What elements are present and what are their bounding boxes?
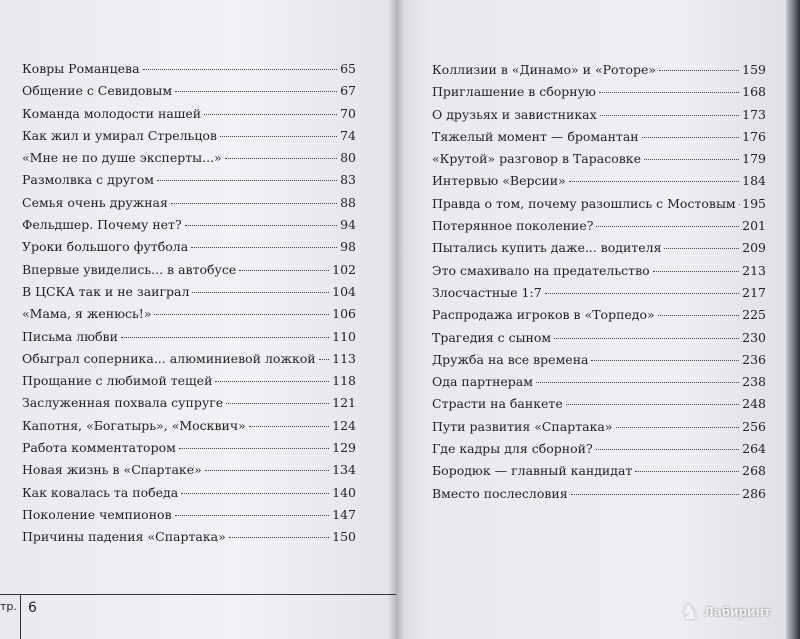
toc-entry [432, 130, 766, 144]
toc-entry-page: 102 [332, 261, 356, 277]
toc-entry-title: Вместо послесловия [432, 485, 568, 501]
toc-dot-leader [644, 159, 739, 160]
toc-entry-title: «Мама, я женюсь!» [22, 306, 152, 322]
toc-entry-title: Дружба на все времена [432, 351, 589, 367]
toc-entry-title: Бородюк — главный кандидат [432, 463, 633, 479]
toc-entry [432, 241, 766, 255]
knight-icon: ♞ [680, 599, 700, 625]
toc-entry [22, 307, 356, 321]
toc-entry-title: Команда молодости нашей [22, 105, 202, 121]
watermark-text: Лабиринт [703, 605, 771, 619]
toc-dot-leader [175, 515, 330, 516]
toc-dot-leader [600, 115, 739, 116]
toc-entry [432, 286, 766, 300]
toc-entry [432, 442, 766, 456]
toc-entry-page: 238 [742, 374, 766, 390]
toc-entry-title: Правда о том, почему разошлись с Мостовым [432, 195, 736, 211]
toc-entry-title: О друзьях и завистниках [432, 106, 597, 122]
toc-entry-title: Уроки большого футбола [22, 239, 189, 255]
toc-dot-leader [220, 136, 337, 137]
toc-dot-leader [566, 404, 739, 405]
toc-entry [22, 463, 356, 477]
toc-entry [22, 285, 356, 299]
toc-dot-leader [739, 204, 740, 205]
toc-dot-leader [229, 537, 329, 538]
toc-entry [432, 464, 766, 478]
toc-dot-leader [664, 248, 739, 249]
toc-entry-page: 70 [340, 105, 356, 121]
toc-dot-leader [205, 470, 329, 471]
toc-entry [22, 508, 356, 522]
toc-entry-title: Потерянное поколение? [432, 218, 594, 234]
toc-entry-page: 129 [332, 440, 356, 456]
toc-entry [432, 174, 766, 188]
toc-dot-leader [653, 271, 740, 272]
toc-entry-page: 83 [340, 172, 356, 188]
toc-entry-title: Ода партнерам [432, 374, 533, 390]
toc-entry-title: Общение с Севидовым [22, 83, 173, 99]
toc-entry-page: 201 [742, 218, 766, 234]
page-number: 6 [28, 600, 37, 616]
toc-entry-page: 179 [742, 151, 766, 167]
toc-entry [22, 486, 356, 500]
toc-entry-page: 268 [742, 463, 766, 479]
toc-right-column [432, 63, 766, 509]
toc-dot-leader [225, 158, 337, 159]
toc-entry-title: Новая жизнь в «Спартаке» [22, 462, 202, 478]
toc-entry-page: 209 [742, 240, 766, 256]
toc-entry-title: Как жил и умирал Стрельцов [22, 127, 217, 143]
toc-entry-page: 236 [742, 351, 766, 367]
toc-entry [22, 352, 356, 366]
toc-entry-page: 134 [332, 462, 356, 478]
toc-entry-page: 147 [332, 506, 356, 522]
toc-entry-page: 256 [742, 418, 766, 434]
toc-entry-title: Где кадры для сборной? [432, 441, 593, 457]
toc-dot-leader [157, 180, 337, 181]
toc-entry-page: 110 [332, 328, 356, 344]
toc-entry-page: 113 [332, 350, 356, 366]
toc-entry-page: 230 [742, 329, 766, 345]
toc-dot-leader [226, 403, 329, 404]
toc-entry [432, 197, 766, 211]
toc-dot-leader [616, 427, 740, 428]
toc-entry-title: «Мне не по душе эксперты...» [22, 150, 222, 166]
toc-entry-page: 65 [340, 61, 356, 76]
toc-entry-title: Это смахивало на предательство [432, 262, 650, 278]
toc-entry-page: 286 [742, 485, 766, 501]
toc-dot-leader [215, 381, 329, 382]
toc-dot-leader [591, 360, 739, 361]
toc-entry [22, 530, 356, 544]
toc-entry [22, 62, 356, 76]
toc-entry [22, 374, 356, 388]
toc-entry-page: 264 [742, 441, 766, 457]
toc-dot-leader [658, 315, 739, 316]
toc-dot-leader [121, 337, 329, 338]
toc-entry-page: 67 [340, 83, 356, 99]
toc-entry-page: 124 [332, 417, 356, 433]
toc-entry-title: Капотня, «Богатырь», «Москвич» [22, 417, 246, 433]
toc-entry [432, 219, 766, 233]
toc-entry [432, 108, 766, 122]
toc-entry [22, 151, 356, 165]
toc-entry-page: 118 [332, 373, 356, 389]
toc-entry-title: Размолвка с другом [22, 172, 154, 188]
toc-entry [22, 330, 356, 344]
toc-entry-title: Впервые увиделись... в автобусе [22, 261, 237, 277]
toc-entry-page: 168 [742, 84, 766, 100]
toc-entry [432, 397, 766, 411]
toc-entry-title: Трагедия с сыном [432, 329, 552, 345]
toc-entry [22, 396, 356, 410]
toc-entry [432, 375, 766, 389]
toc-entry-page: 213 [742, 262, 766, 278]
toc-left-column [22, 62, 356, 553]
toc-dot-leader [179, 448, 329, 449]
toc-dot-leader [192, 292, 329, 293]
toc-entry [432, 420, 766, 434]
toc-entry-title: «Крутой» разговор в Тарасовке [432, 151, 641, 167]
toc-entry-title: Коллизии в «Динамо» и «Роторе» [432, 62, 657, 77]
toc-entry [432, 308, 766, 322]
toc-entry [432, 331, 766, 345]
toc-entry-title: Фельдшер. Почему нет? [22, 217, 182, 233]
watermark-logo [680, 590, 790, 634]
toc-entry-title: Пытались купить даже... водителя [432, 240, 662, 256]
toc-entry-title: Интервью «Версии» [432, 173, 566, 189]
toc-dot-leader [154, 314, 329, 315]
footer-rule [0, 594, 396, 595]
toc-entry-page: 106 [332, 306, 356, 322]
toc-dot-leader [536, 382, 739, 383]
toc-entry-title: Обыграл соперника... алюминиевой ложкой [22, 350, 316, 366]
toc-entry-page: 195 [742, 195, 766, 211]
toc-entry-page: 159 [742, 62, 766, 77]
toc-dot-leader [204, 114, 337, 115]
footer-divider [20, 594, 21, 639]
toc-entry [22, 107, 356, 121]
toc-entry-page: 80 [340, 150, 356, 166]
toc-dot-leader [249, 426, 329, 427]
toc-entry-page: 104 [332, 283, 356, 299]
toc-entry [22, 419, 356, 433]
toc-dot-leader [642, 137, 740, 138]
toc-entry-title: Письма любви [22, 328, 118, 344]
toc-entry-page: 98 [340, 239, 356, 255]
toc-entry-page: 94 [340, 217, 356, 233]
toc-entry-title: В ЦСКА так и не заиграл [22, 283, 190, 299]
toc-entry-page: 74 [340, 127, 356, 143]
toc-entry [22, 196, 356, 210]
toc-entry-title: Тяжелый момент — бромантан [432, 128, 639, 144]
toc-entry-page: 225 [742, 307, 766, 323]
toc-entry-title: Прощание с любимой тещей [22, 373, 213, 389]
toc-dot-leader [596, 449, 739, 450]
toc-dot-leader [185, 225, 337, 226]
toc-dot-leader [635, 471, 739, 472]
toc-entry [22, 84, 356, 98]
toc-entry-title: Как ковалась та победа [22, 484, 179, 500]
toc-entry-title: Семья очень дружная [22, 194, 168, 210]
toc-dot-leader [554, 338, 739, 339]
toc-dot-leader [319, 359, 330, 360]
toc-entry-title: Ковры Романцева [22, 61, 140, 76]
toc-entry-page: 140 [332, 484, 356, 500]
toc-entry [432, 152, 766, 166]
toc-dot-leader [239, 270, 329, 271]
toc-dot-leader [143, 69, 338, 70]
toc-entry [432, 264, 766, 278]
footer-fragment: тр. [0, 600, 17, 613]
toc-dot-leader [545, 293, 739, 294]
toc-dot-leader [596, 226, 739, 227]
page-edge-shadow [786, 0, 800, 639]
toc-dot-leader [571, 494, 740, 495]
toc-entry [432, 85, 766, 99]
toc-entry [22, 129, 356, 143]
toc-entry-title: Приглашение в сборную [432, 84, 596, 100]
toc-entry [432, 63, 766, 77]
toc-entry [432, 353, 766, 367]
toc-entry-page: 121 [332, 395, 356, 411]
toc-entry-title: Работа комментатором [22, 440, 176, 456]
toc-entry [432, 487, 766, 501]
toc-entry [22, 263, 356, 277]
toc-dot-leader [175, 91, 337, 92]
toc-dot-leader [181, 493, 329, 494]
toc-entry [22, 173, 356, 187]
book-spine [388, 0, 404, 639]
toc-dot-leader [659, 70, 739, 71]
toc-entry [22, 218, 356, 232]
toc-entry-title: Причины падения «Спартака» [22, 529, 226, 545]
toc-dot-leader [191, 247, 337, 248]
toc-dot-leader [599, 92, 739, 93]
toc-entry-page: 88 [340, 194, 356, 210]
toc-entry-page: 150 [332, 529, 356, 545]
toc-entry-page: 173 [742, 106, 766, 122]
toc-entry-title: Пути развития «Спартака» [432, 418, 613, 434]
toc-entry-page: 217 [742, 284, 766, 300]
toc-entry-title: Заслуженная похвала супруге [22, 395, 224, 411]
toc-dot-leader [569, 181, 739, 182]
toc-entry-title: Поколение чемпионов [22, 506, 172, 522]
toc-entry-title: Распродажа игроков в «Торпедо» [432, 307, 655, 323]
toc-entry [22, 441, 356, 455]
toc-entry-title: Злосчастные 1:7 [432, 284, 542, 300]
toc-entry-title: Страсти на банкете [432, 396, 563, 412]
toc-entry-page: 176 [742, 128, 766, 144]
toc-entry [22, 240, 356, 254]
toc-entry-page: 248 [742, 396, 766, 412]
toc-entry-page: 184 [742, 173, 766, 189]
toc-dot-leader [171, 203, 337, 204]
